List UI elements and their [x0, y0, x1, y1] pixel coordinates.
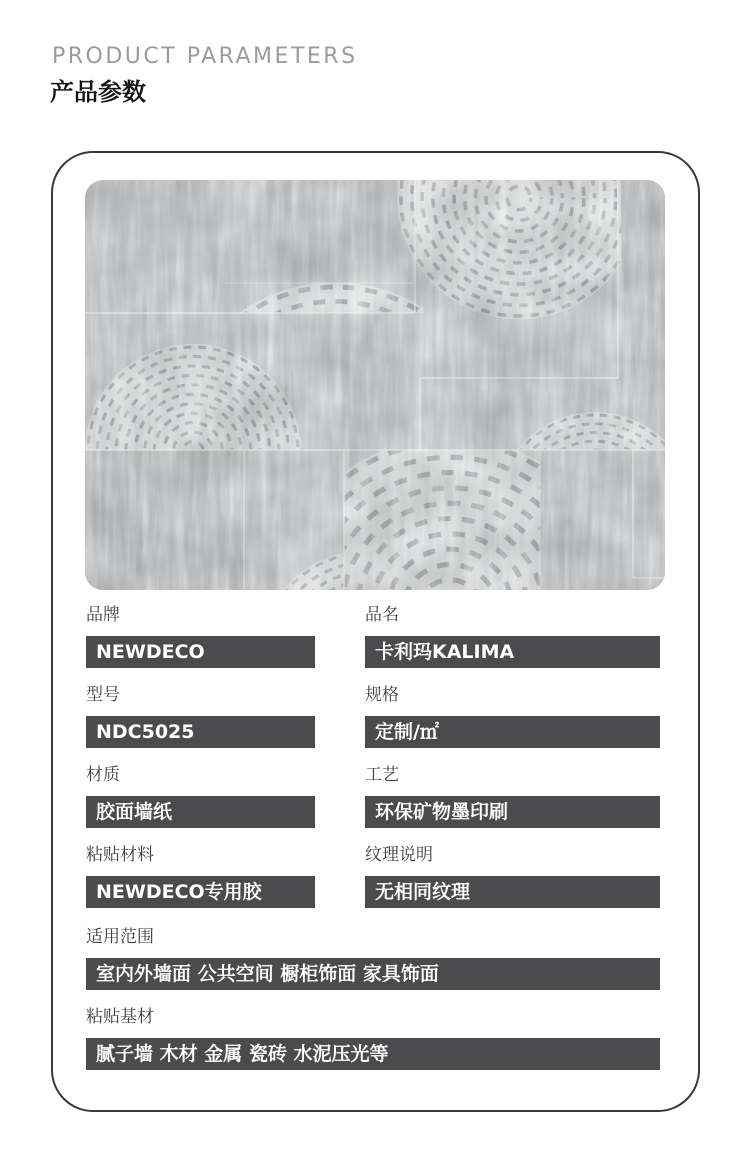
param-value-bar: 腻子墙 木材 金属 瓷砖 水泥压光等 [86, 1038, 660, 1070]
param-value-bar: 卡利玛KALIMA [365, 636, 660, 668]
param-field-model [86, 685, 315, 748]
param-label: 工艺 [365, 765, 399, 785]
param-field-texture [365, 845, 660, 908]
param-label: 粘贴基材 [86, 1007, 154, 1027]
param-label: 品牌 [86, 605, 120, 625]
param-field-brand [86, 605, 315, 668]
param-value-bar: NDC5025 [86, 716, 315, 748]
param-row [86, 765, 660, 828]
param-field-scope [86, 927, 660, 990]
param-value-bar: 胶面墙纸 [86, 796, 315, 828]
param-label: 材质 [86, 765, 120, 785]
param-label: 适用范围 [86, 927, 154, 947]
param-label: 型号 [86, 685, 120, 705]
param-label: 粘贴材料 [86, 845, 154, 865]
param-value-bar: 无相同纹理 [365, 876, 660, 908]
param-row [86, 927, 660, 990]
param-field-adhesive [86, 845, 315, 908]
param-row [86, 845, 660, 908]
param-field-product-name [365, 605, 660, 668]
param-row [86, 685, 660, 748]
param-row [86, 1007, 660, 1070]
param-field-substrate [86, 1007, 660, 1070]
param-value-bar: NEWDECO [86, 636, 315, 668]
param-value-bar: 定制/㎡ [365, 716, 660, 748]
param-row [86, 605, 660, 668]
page-title-zh: 产品参数 [50, 78, 146, 106]
param-field-craft [365, 765, 660, 828]
param-value-bar: NEWDECO专用胶 [86, 876, 315, 908]
wallpaper-pattern-graphic [85, 180, 665, 590]
param-value-bar: 室内外墙面 公共空间 橱柜饰面 家具饰面 [86, 958, 660, 990]
param-label: 品名 [365, 605, 399, 625]
product-frame [51, 151, 700, 1112]
param-field-spec [365, 685, 660, 748]
param-value-bar: 环保矿物墨印刷 [365, 796, 660, 828]
param-label: 规格 [365, 685, 399, 705]
page-title-en: PRODUCT PARAMETERS [52, 44, 358, 69]
param-label: 纹理说明 [365, 845, 433, 865]
parameters-list [86, 605, 660, 1087]
product-image [85, 180, 665, 590]
param-field-material [86, 765, 315, 828]
